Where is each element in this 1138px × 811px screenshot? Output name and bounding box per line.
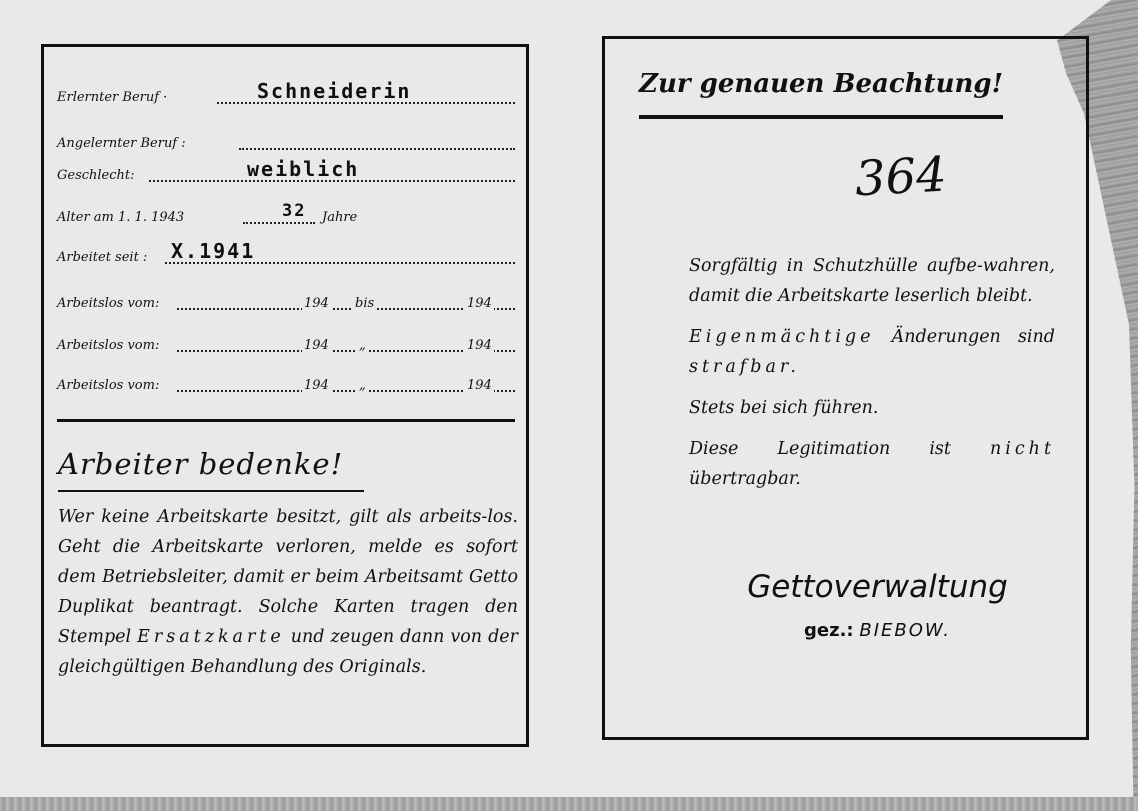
- field-value-geschlecht: weiblich: [247, 157, 360, 181]
- field-line: [243, 222, 315, 224]
- handwritten-number: 364: [853, 146, 949, 208]
- headline-zur-genauen-beachtung: Zur genauen Beachtung!: [639, 69, 1004, 99]
- field-arbeitslos-1: [57, 289, 515, 313]
- field-value-alter: 32: [282, 201, 307, 221]
- year-to: 194: [467, 378, 492, 393]
- section-divider: [57, 419, 515, 422]
- note-spaced-word: Eigenmächtige: [689, 327, 875, 347]
- field-label: Arbeitslos vom:: [57, 296, 160, 311]
- year-from: 194: [304, 338, 329, 353]
- field-alter: [57, 203, 515, 227]
- year-to: 194: [467, 338, 492, 353]
- signature-organization: Gettoverwaltung: [747, 569, 1008, 605]
- right-panel: [602, 36, 1089, 740]
- note-text: übertragbar.: [689, 469, 801, 489]
- field-label: Arbeitslos vom:: [57, 378, 160, 393]
- field-label: Alter am 1. 1. 1943: [57, 210, 185, 225]
- stamp-word: Ersatzkarte: [137, 627, 285, 647]
- note-legitimation: [689, 434, 1055, 494]
- warning-text: [58, 502, 518, 682]
- warning-text-part-2: und zeugen dann von der gleichgültigen Behandlung des Originals.: [58, 627, 518, 677]
- separator: „: [359, 338, 366, 353]
- field-arbeitslos-2: [57, 331, 515, 355]
- field-suffix-jahre: Jahre: [322, 210, 358, 225]
- note-text: Diese Legitimation ist: [689, 439, 991, 459]
- field-line: [239, 148, 515, 150]
- instructions: [689, 251, 1055, 505]
- headline-rule: [639, 115, 1003, 119]
- note-text: Änderungen sind: [874, 327, 1055, 347]
- field-angelernter-beruf: [57, 129, 515, 153]
- field-label: Geschlecht:: [57, 168, 135, 183]
- year-to: 194: [467, 296, 492, 311]
- note-schutzhuelle: Sorgfältig in Schutzhülle aufbe-wahren, damit die Arbeitskarte leserlich bleibt.: [689, 256, 1055, 306]
- field-label: Angelernter Beruf :: [57, 136, 186, 151]
- signature-line: [605, 620, 1090, 641]
- left-panel: [41, 44, 529, 747]
- field-value-arbeitet-seit: X.1941: [171, 239, 256, 263]
- note-spaced-word: strafbar.: [689, 357, 800, 377]
- field-arbeitslos-3: [57, 371, 515, 395]
- field-value-erlernter-beruf: Schneiderin: [257, 79, 412, 103]
- note-spaced-word: nicht: [990, 439, 1055, 459]
- headline-arbeiter-bedenke: Arbeiter bedenke!: [58, 447, 344, 481]
- year-from: 194: [304, 296, 329, 311]
- note-bei-sich-fuehren: Stets bei sich führen.: [689, 398, 879, 418]
- signature-name: BIEBOW.: [859, 620, 951, 641]
- field-arbeitet-seit: [57, 239, 515, 267]
- field-erlernter-beruf: [57, 79, 515, 107]
- field-geschlecht: [57, 157, 515, 185]
- field-label: Arbeitet seit :: [57, 250, 148, 265]
- separator: bis: [355, 296, 375, 311]
- separator: „: [359, 378, 366, 393]
- warning-text-part-1: Wer keine Arbeitskarte besitzt, gilt als arbeits-los. Geht die Arbeitskarte verloren, melde es sofort dem Betriebsleiter, damit er beim Arbeitsamt Getto Duplikat beantragt. Solche Karten tragen den Stempel: [58, 507, 518, 647]
- field-label: Erlernter Beruf ·: [57, 90, 168, 105]
- card-bottom-edge: [0, 797, 1138, 811]
- headline-underline: [58, 490, 364, 492]
- field-label: Arbeitslos vom:: [57, 338, 160, 353]
- signature-prefix: gez.:: [804, 620, 854, 641]
- year-from: 194: [304, 378, 329, 393]
- note-aenderungen: [689, 322, 1055, 382]
